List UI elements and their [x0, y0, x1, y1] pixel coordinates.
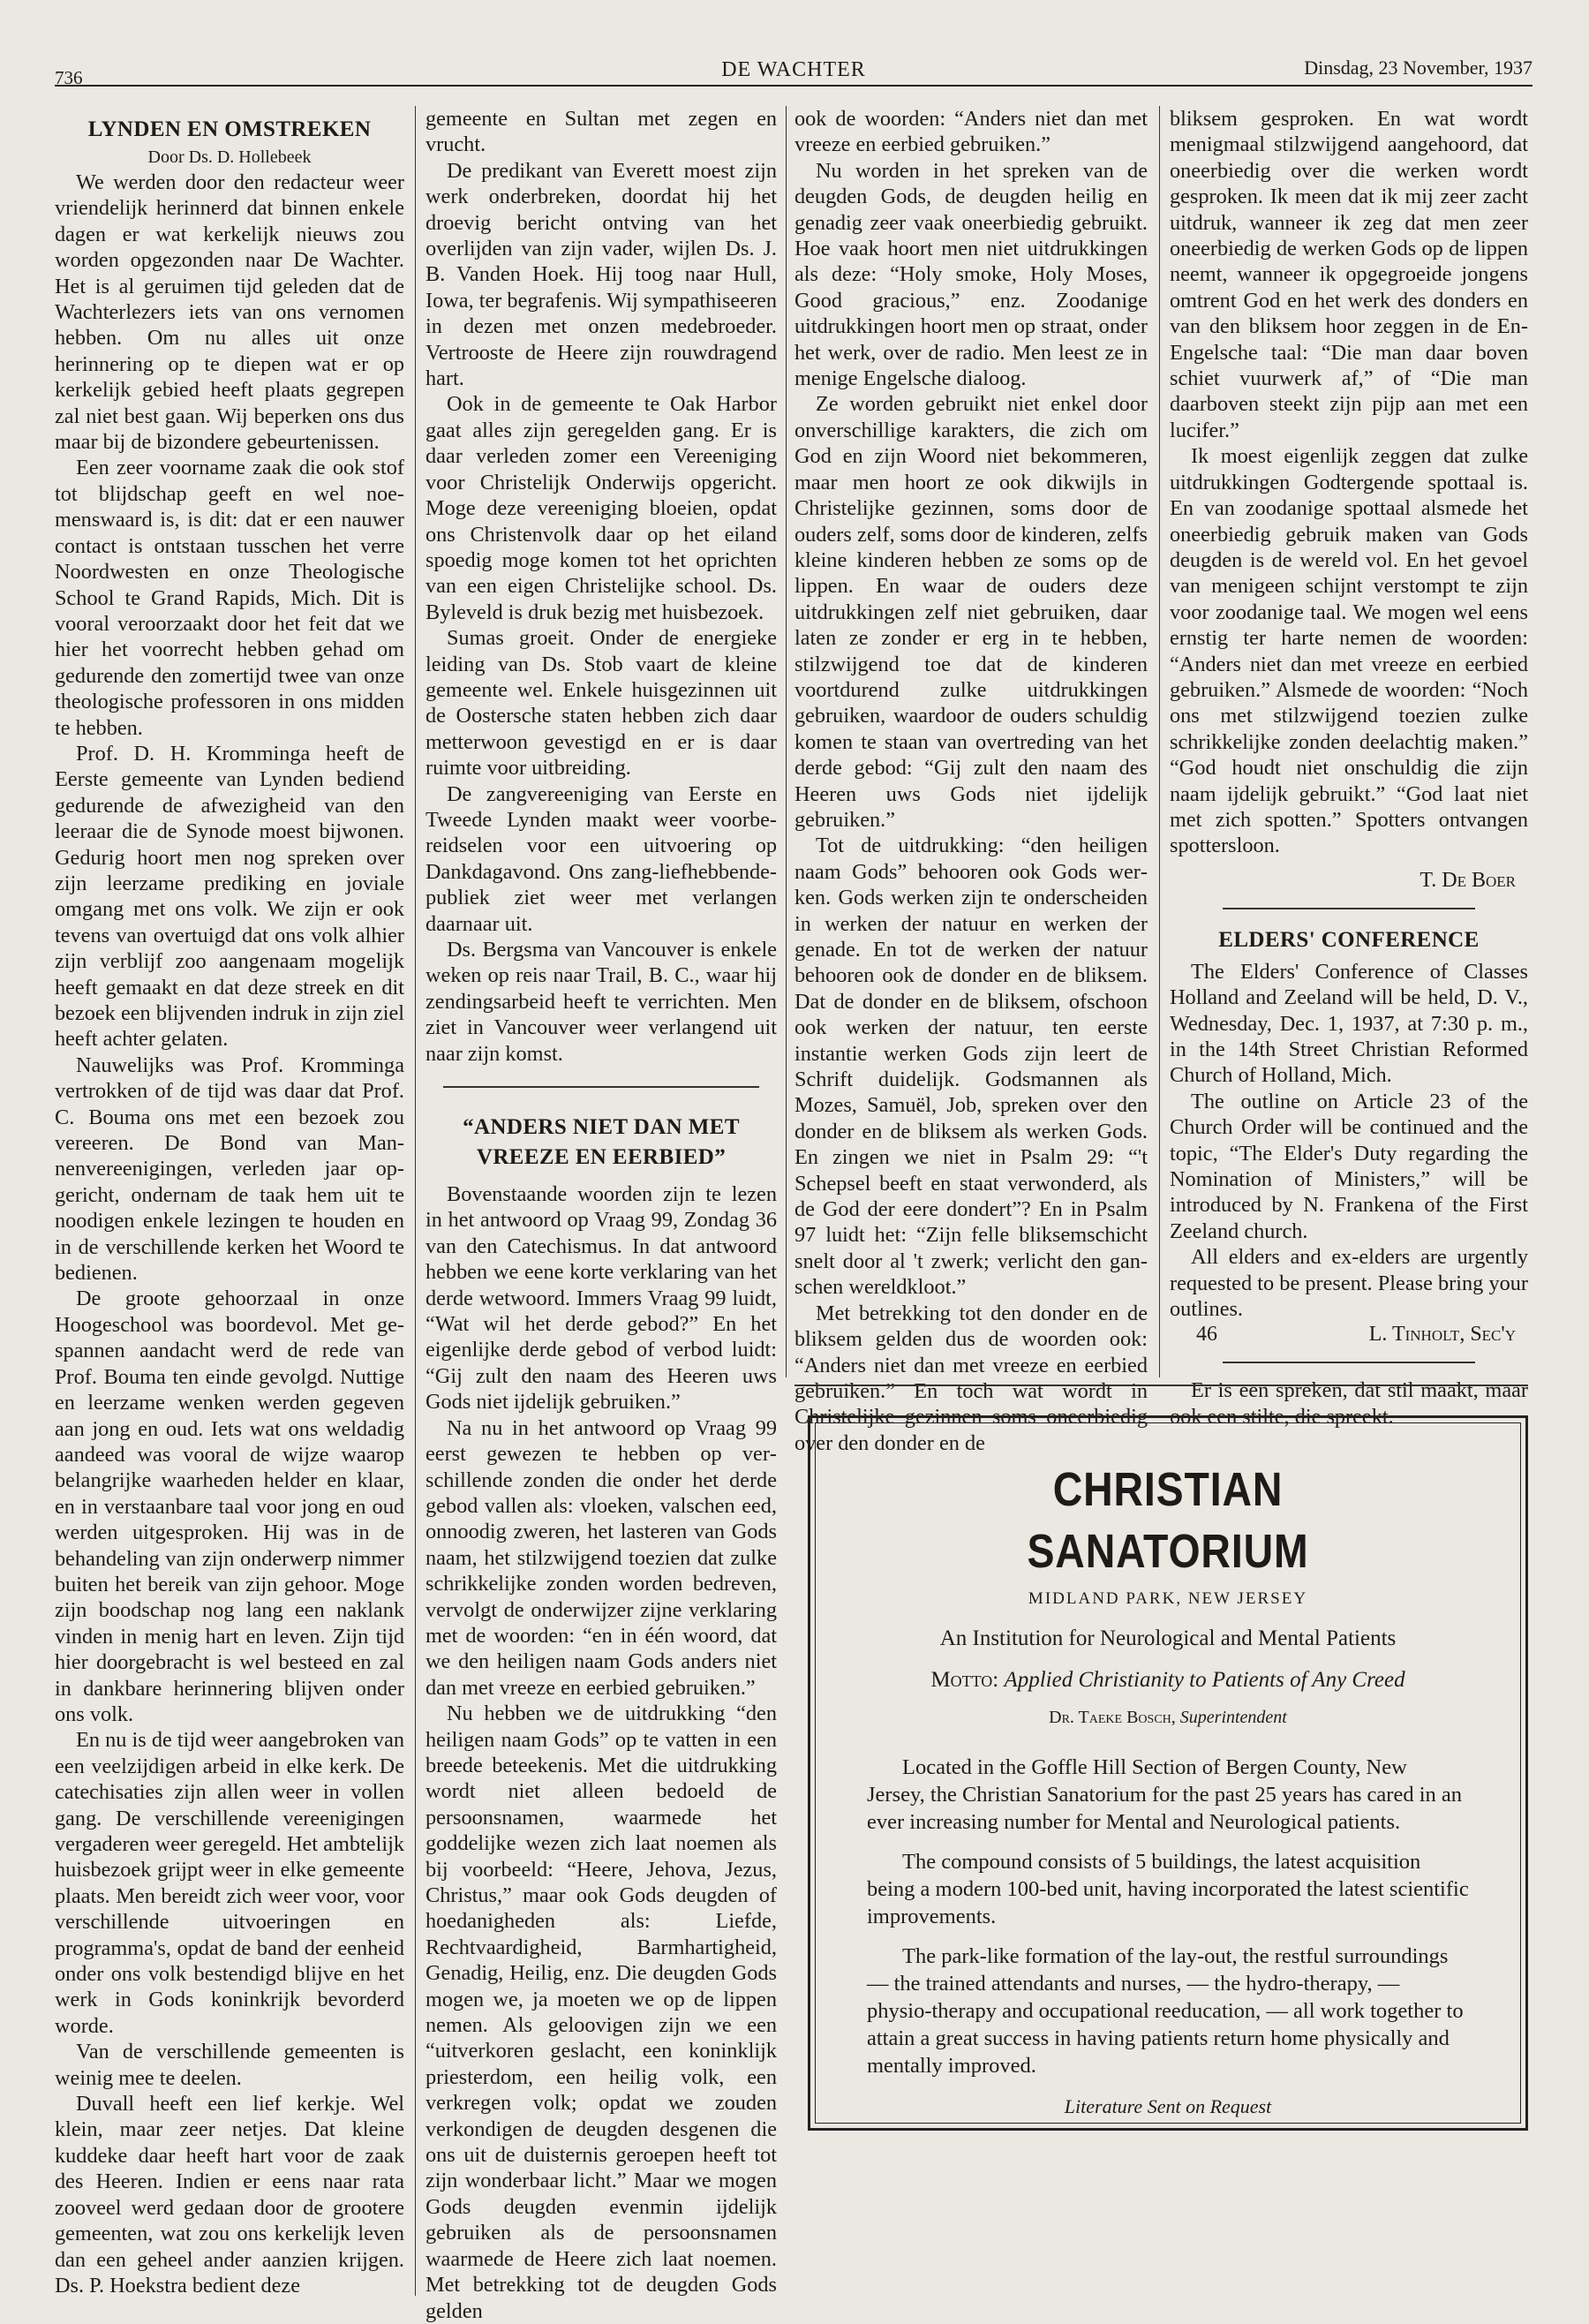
paragraph: Met betrekking tot den donder en de bliksem gelden dus de woorden ook: “Anders niet dan met vreeze en eerbied gebruiken.” En toch wat wordt in Christelijke gezinnen soms oneerbiedig over den donder en de: [794, 1301, 1148, 1455]
page-number: 736: [55, 67, 83, 88]
column-3: [794, 106, 1148, 1455]
paragraph: Sumas groeit. Onder de energieke leiding van Ds. Stob vaart de kleine gemeente wel. Enkele huisgezinnen uit de Oostersche staten hebben zich daar metterwoon gevestigd en er is daar ruimte voor uitbreiding.: [425, 626, 777, 781]
paragraph: Van de verschillende gemeenten is weinig mee te deelen.: [55, 2040, 404, 2090]
paragraph: En nu is de tijd weer aangebroken van een veelzijdigen arbeid in elke kerk. De catechisaties zijn allen weer in vollen gang. De verschillende vereenigingen vergaderen weer geregeld. Het ambtelijk huisbezoek grijpt weer in elke gemeente plaats. Men bereidt zich weer voor, voor verschillende uitvoeringen en programma's, opdat de band der eenheid onder ons volk bestendigd blijve en het werk in Gods koninkrijk bevorderd worde.: [55, 1728, 404, 2038]
paragraph: bliksem gesproken. En wat wordt menigmaal stilzwijgend aangehoord, dat oneerbiedig over die werken wordt gesproken. Ik meen dat ik mij zeer zacht uitdruk, wanneer ik zeg dat men zeer oneerbiedig de werken Gods op de lippen neemt, wanneer ik opgegroeide jongens omtrent God en het werk des donders en van den bliksem hoor zeggen in de EnEngelsche taal: “Die man daar boven schiet vuurwerk af,” of “Die man daarboven steekt zijn pijp aan met een lucifer.”: [1170, 107, 1528, 442]
section-rule: [794, 1385, 1528, 1386]
ad-paragraph: Located in the Goffle Hill Section of Bergen County, New Jersey, the Christian Sanatorium for the past 25 years has cared in an ever increasing number for Mental and Neurological patients.: [867, 1755, 1463, 1834]
article-signature: T. De Boer: [1420, 868, 1516, 892]
signature-line: [1170, 1322, 1528, 1347]
paragraph: ook de woorden: “Anders niet dan met vreeze en eerbied gebruiken.”: [794, 107, 1148, 157]
ad-motto: [867, 1666, 1469, 1694]
paragraph: De predikant van Everett moest zijn werk onderbreken, doordat hij het droevig bericht ontving van het overlijden van zijn vader, wijlen Ds. J. B. Vanden Hoek. Hij toog naar Hull, Iowa, ter begrafenis. Wij sympathiseeren in dezen met onzen medebroeder. Vertrooste de Heere zijn rouwdragend hart.: [425, 158, 777, 391]
paragraph: Ook in de gemeente te Oak Harbor gaat alles zijn geregelden gang. Er is daar verleden zomer een Vereeniging voor Christelijk Onderwijs opgericht. Moge deze vereeniging bloeien, opdat ons Christenvolk daar op het eiland spoedig moge komen tot het oprichten van een eigen Christelijke school. Ds. Byleveld is druk bezig met huisbezoek.: [425, 392, 777, 624]
article-title-elders: ELDERS' CONFERENCE: [1218, 927, 1480, 952]
page-header: [55, 55, 1533, 88]
article-divider: [1223, 908, 1475, 909]
paragraph: Nu hebben we de uitdrukking “den heiligen naam Gods” op te vatten in een breede beteekenis. Met die uitdrukking wordt niet alleen bedoeld de persoonsnamen, waarmede het goddelijke wezen zich laat noemen als bij voorbeeld: “Heere, Jehova, Jezus, Christus,” maar ook Gods deugden of hoedanigheden als: Liefde, Rechtvaardigheid, Barmhartigheid, Genadig, Heilig, enz. Die deugden Gods mogen we, ja moeten we op de lippen nemen. Als geloovigen zijn we een “uitverkoren geslacht, een koninklijk priesterdom, een heilig volk, een verkregen volk; opdat we zouden verkondigen de deugden desgenen die ons uit de duisternis geroepen heeft tot zijn wonderbaar licht.” Maar we mogen Gods deugden evenmin ijdelijk gebruiken als de persoonsnamen waarmede de Heere zich laat noemen. Met betrekking tot de deugden Gods gelden: [425, 1702, 777, 2323]
paragraph: De zangvereeniging van Eerste en Tweede Lynden maakt weer voorbereidselen voor een uitvoering op Dankdagavond. Ons zang-liefhebbende-publiek ziet weer met verlangen daarnaar uit.: [425, 781, 777, 936]
paragraph: The Elders' Conference of Classes Holland and Zeeland will be held, D. V., Wednesday, Dec. 1, 1937, at 7:30 p. m., in the 14th Street Christian Reformed Church of Holland, Mich.: [1170, 959, 1528, 1088]
paragraph: Prof. D. H. Kromminga heeft de Eerste gemeente van Lynden bediend gedurende de afwezigheid van den leeraar die de Synode moest bijwonen. Gedurig hoort men nog spreken over zijn leerzame prediking en joviale omgang met ons volk. We zijn er ook tevens van overtuigd dat ons volk alhier zijn verblijf zoo aangenaam mogelijk heeft gemaakt en dat deze streek en dit bezoek een blijvenden indruk in zijn ziel heeft achter gelaten.: [55, 741, 404, 1052]
paragraph: Nu worden in het spreken van de deugden Gods, de deugden heilig en genadig zeer vaak oneerbiedig gebruikt. Hoe vaak hoort men niet uitdrukkingen als deze: “Holy smoke, Holy Moses, Good gracious,” enz. Zoodanige uitdrukkingen hoort men op straat, onder het werk, over de radio. Men leest ze in menige Engelsche dialoog.: [794, 158, 1148, 391]
column-4: [1170, 106, 1528, 1429]
paragraph: Duvall heeft een lief kerkje. Wel klein, maar zeer netjes. Dat kleine kuddeke daar heeft hart voor de zaak des Heeren. Indien er eens naar rata zooveel werd gedaan door de grootere gemeenten, wat zou ons kerkelijk leven dan een geheel ander aanzien krijgen. Ds. P. Hoekstra bedient deze: [55, 2092, 404, 2298]
paragraph: Nauwelijks was Prof. Kromminga vertrokken of de tijd was daar dat Prof. C. Bouma ons met een bezoek zou vereeren. De Bond van Mannenvereenigingen, verleden jaar opgericht, ondernam de taak hem uit te noodigen enkele lezingen te houden en in de verschillende kerken het Woord te bedienen.: [55, 1053, 404, 1286]
ad-paragraph: The compound consists of 5 buildings, the latest acquisition being a modern 100-bed unit, having incorporated the latest scientific improvements.: [867, 1850, 1469, 1928]
column-rule: [786, 106, 787, 1377]
superintendent-role: Superintendent: [1179, 1708, 1287, 1727]
column-rule: [1159, 106, 1160, 1377]
ad-footer: Literature Sent on Request: [1064, 2095, 1272, 2117]
motto-label: Motto:: [930, 1668, 999, 1692]
paragraph: Een zeer voorname zaak die ook stof tot blijdschap geeft en wel noemenswaard is, is dit: dat er een nauwer contact is ontstaan tusschen het verre Noordwesten en onze Theologische School te Grand Rapids, Mich. Dit is vooral veroorzaakt door het feit dat we hier het voorrecht hebben gehad om gedurende den zomertijd twee van onze theologische professoren in ons midden te hebben.: [55, 456, 404, 740]
ad-location: MIDLAND PARK, NEW JERSEY: [1028, 1589, 1308, 1608]
article-title-lynden: LYNDEN EN OMSTREKEN: [87, 117, 372, 141]
header-rule: [55, 85, 1533, 87]
superintendent-name: Dr. Taeke Bosch,: [1049, 1708, 1176, 1727]
paragraph: Bovenstaande woorden zijn te lezen in het antwoord op Vraag 99, Zondag 36 van den Catechismus. In dat antwoord hebben we eene korte verklaring van het derde wetwoord. Immers Vraag 99 luidt, “Wat wil het derde gebod?” En het eigenlijke derde gebod of verbod luidt: “Gij zult den naam des Heeren uws Gods niet ijdelijk gebruiken.”: [425, 1182, 777, 1415]
column-1: [55, 106, 404, 2298]
article-divider: [1223, 1362, 1475, 1363]
article-signature: L. Tinholt, Sec'y: [1368, 1323, 1516, 1347]
paragraph: All elders and ex-elders are urgently requested to be present. Please bring your outlines.: [1170, 1245, 1528, 1322]
ad-paragraph: The park-like formation of the lay-out, the restful surroundings — the trained attendants and nurses, — the hydro-therapy, — physio-therapy and occupational reeducation, — all work together to attain a great success in having patients return home physically and mentally improved.: [867, 1944, 1464, 2078]
issue-date: Dinsdag, 23 November, 1937: [1304, 57, 1533, 79]
article-title-anders: “ANDERS NIET DAN MET VREEZE EN EERBIED”: [463, 1115, 740, 1170]
publication-title: DE WACHTER: [721, 58, 866, 81]
paragraph: We werden door den redacteur weer vriendelijk herinnerd dat binnen enkele dagen er wat kerkelijk nieuws zou worden opgezonden naar De Wachter. Het is al geruimen tijd geleden dat de Wachterlezers iets van ons vernomen hebben. Om nu alles uit onze herinnering op te diepen wat er op kerkelijk gebied heeft plaats gegrepen zal niet best gaan. Wij beperken ons dus maar bij de bizondere gebeurtenissen.: [55, 170, 404, 455]
ad-superintendent: [867, 1704, 1469, 1731]
paragraph: The outline on Article 23 of the Church Order will be continued and the topic, “The Elder's Duty regarding the Nomination of Ministers,” will be introduced by N. Frankena of the First Zeeland church.: [1170, 1089, 1528, 1243]
article-divider: [443, 1086, 759, 1088]
paragraph: Tot de uitdrukking: “den heiligen naam Gods” behooren ook Gods werken. Gods werken zijn te onderscheiden in werken der natuur en werken der genade. En tot de werken der natuur behooren ook de donder en de bliksem. Dat de donder en de bliksem, ofschoon ook werken der natuur, ten eerste instantie werken Gods zijn leert de Schrift duidelijk. Godsmannen als Mozes, Samuël, Job, spreken over den donder en de bliksem als werken Gods. En zingen we niet in Psalm 29: “'t Schepsel beeft en staat verwonderd, als de God der eere dondert”? En in Psalm 97 luidt het: “Zijn felle bliksemschicht snelt door al 't zwerk; verlicht den ganschen wereldkloot.”: [794, 834, 1148, 1300]
paragraph: gemeente en Sultan met zegen en vrucht.: [425, 107, 777, 157]
paragraph: Na nu in het antwoord op Vraag 99 eerst gewezen te hebben op verschillende zonden die onder het derde gebod vallen als: vloeken, valschen eed, onnoodig zweren, het lasteren van Gods naam, het stilzwijgend toezien dat zulke schrikkelijke zonden worden bedreven, vervolgt de onderwijzer zijne verklaring met de woorden: “en in één woord, dat we den heiligen naam Gods anders niet dan met vreeze en eerbied gebruiken.”: [425, 1415, 777, 1700]
paragraph: De groote gehoorzaal in onze Hoogeschool was boordevol. Met gespannen aandacht werd de rede van Prof. Bouma ten einde gevolgd. Nuttige en leerzame wenken werden gegeven aan jong en oud. Iets wat ons weldadig aandeed was vooral de wijze waarop belangrijke waarheden helder en klaar, en in verstaanbare taal voor jong en oud werden uitgesproken. Hij was in de behandeling van zijn onderwerp nimmer buiten het bereik van zijn gehoor. Moge zijn boodschap nog lang een naklank vinden in menig hart en leven. Zijn tijd hier doorgebracht is wel besteed en zal in dankbare herinnering blijven onder ons volk.: [55, 1286, 404, 1726]
advertisement-box: [808, 1415, 1528, 2131]
ad-title: CHRISTIAN SANATORIUM: [1027, 1463, 1309, 1578]
filler-quote: Er is een spreken, dat stil maakt, maar ook een stilte, die spreekt.: [1170, 1378, 1528, 1429]
motto-text: Applied Christianity to Patients of Any Creed: [1004, 1668, 1405, 1692]
item-number: 46: [1196, 1323, 1217, 1347]
ad-institution: An Institution for Neurological and Mental Patients: [939, 1626, 1397, 1650]
article-byline: Door Ds. D. Hollebeek: [147, 147, 312, 167]
column-2: [425, 106, 777, 2323]
paragraph: Ds. Bergsma van Vancouver is enkele weken op reis naar Trail, B. C., waar hij zendingsarbeid heeft te verrichten. Men ziet in Vancouver weer verlangend uit naar zijn komst.: [425, 938, 777, 1066]
advertisement-inner: [815, 1422, 1521, 2124]
paragraph: Ik moest eigenlijk zeggen dat zulke uitdrukkingen Godtergende spottaal is. En van zoodanige spottaal alsmede het oneerbiedig gebruik maken van Gods deugden is de wereld vol. En het gevoel van menigeen schijnt verstompt te zijn voor zoodanige taal. We mogen wel eens ernstig ter harte nemen de woorden: “Anders niet dan met vreeze en eerbied gebruiken.” Alsmede de woorden: “Noch ons met stilzwijgend toezien zulke schrikkelijke zonden deelachtig maken.” “God houdt niet onschuldig die zijn naam ijdelijk gebruikt.” “God laat niet met zich spotten.” Spotters ontvangen spottersloon.: [1170, 444, 1528, 858]
column-rule: [415, 106, 416, 2296]
paragraph: Ze worden gebruikt niet enkel door onverschillige karakters, die zich om God en zijn Woord niet bekommeren, maar men hoort ze ook dikwijls in Christelijke gezinnen, soms door de ouders zelf, soms door de kinderen, zelfs kleine kinderen hebben ze soms op de lippen. En waar de ouders deze uitdrukkingen zelf niet gebruiken, daar laten ze zonder er erg in te hebben, stilzwijgend toe dat de kinderen voortdurend zulke uitdrukkingen gebruiken, waardoor de ouders schuldig komen te staan van overtreding van het derde gebod: “Gij zult den naam des Heeren uws Gods niet ijdelijk gebruiken.”: [794, 392, 1148, 832]
